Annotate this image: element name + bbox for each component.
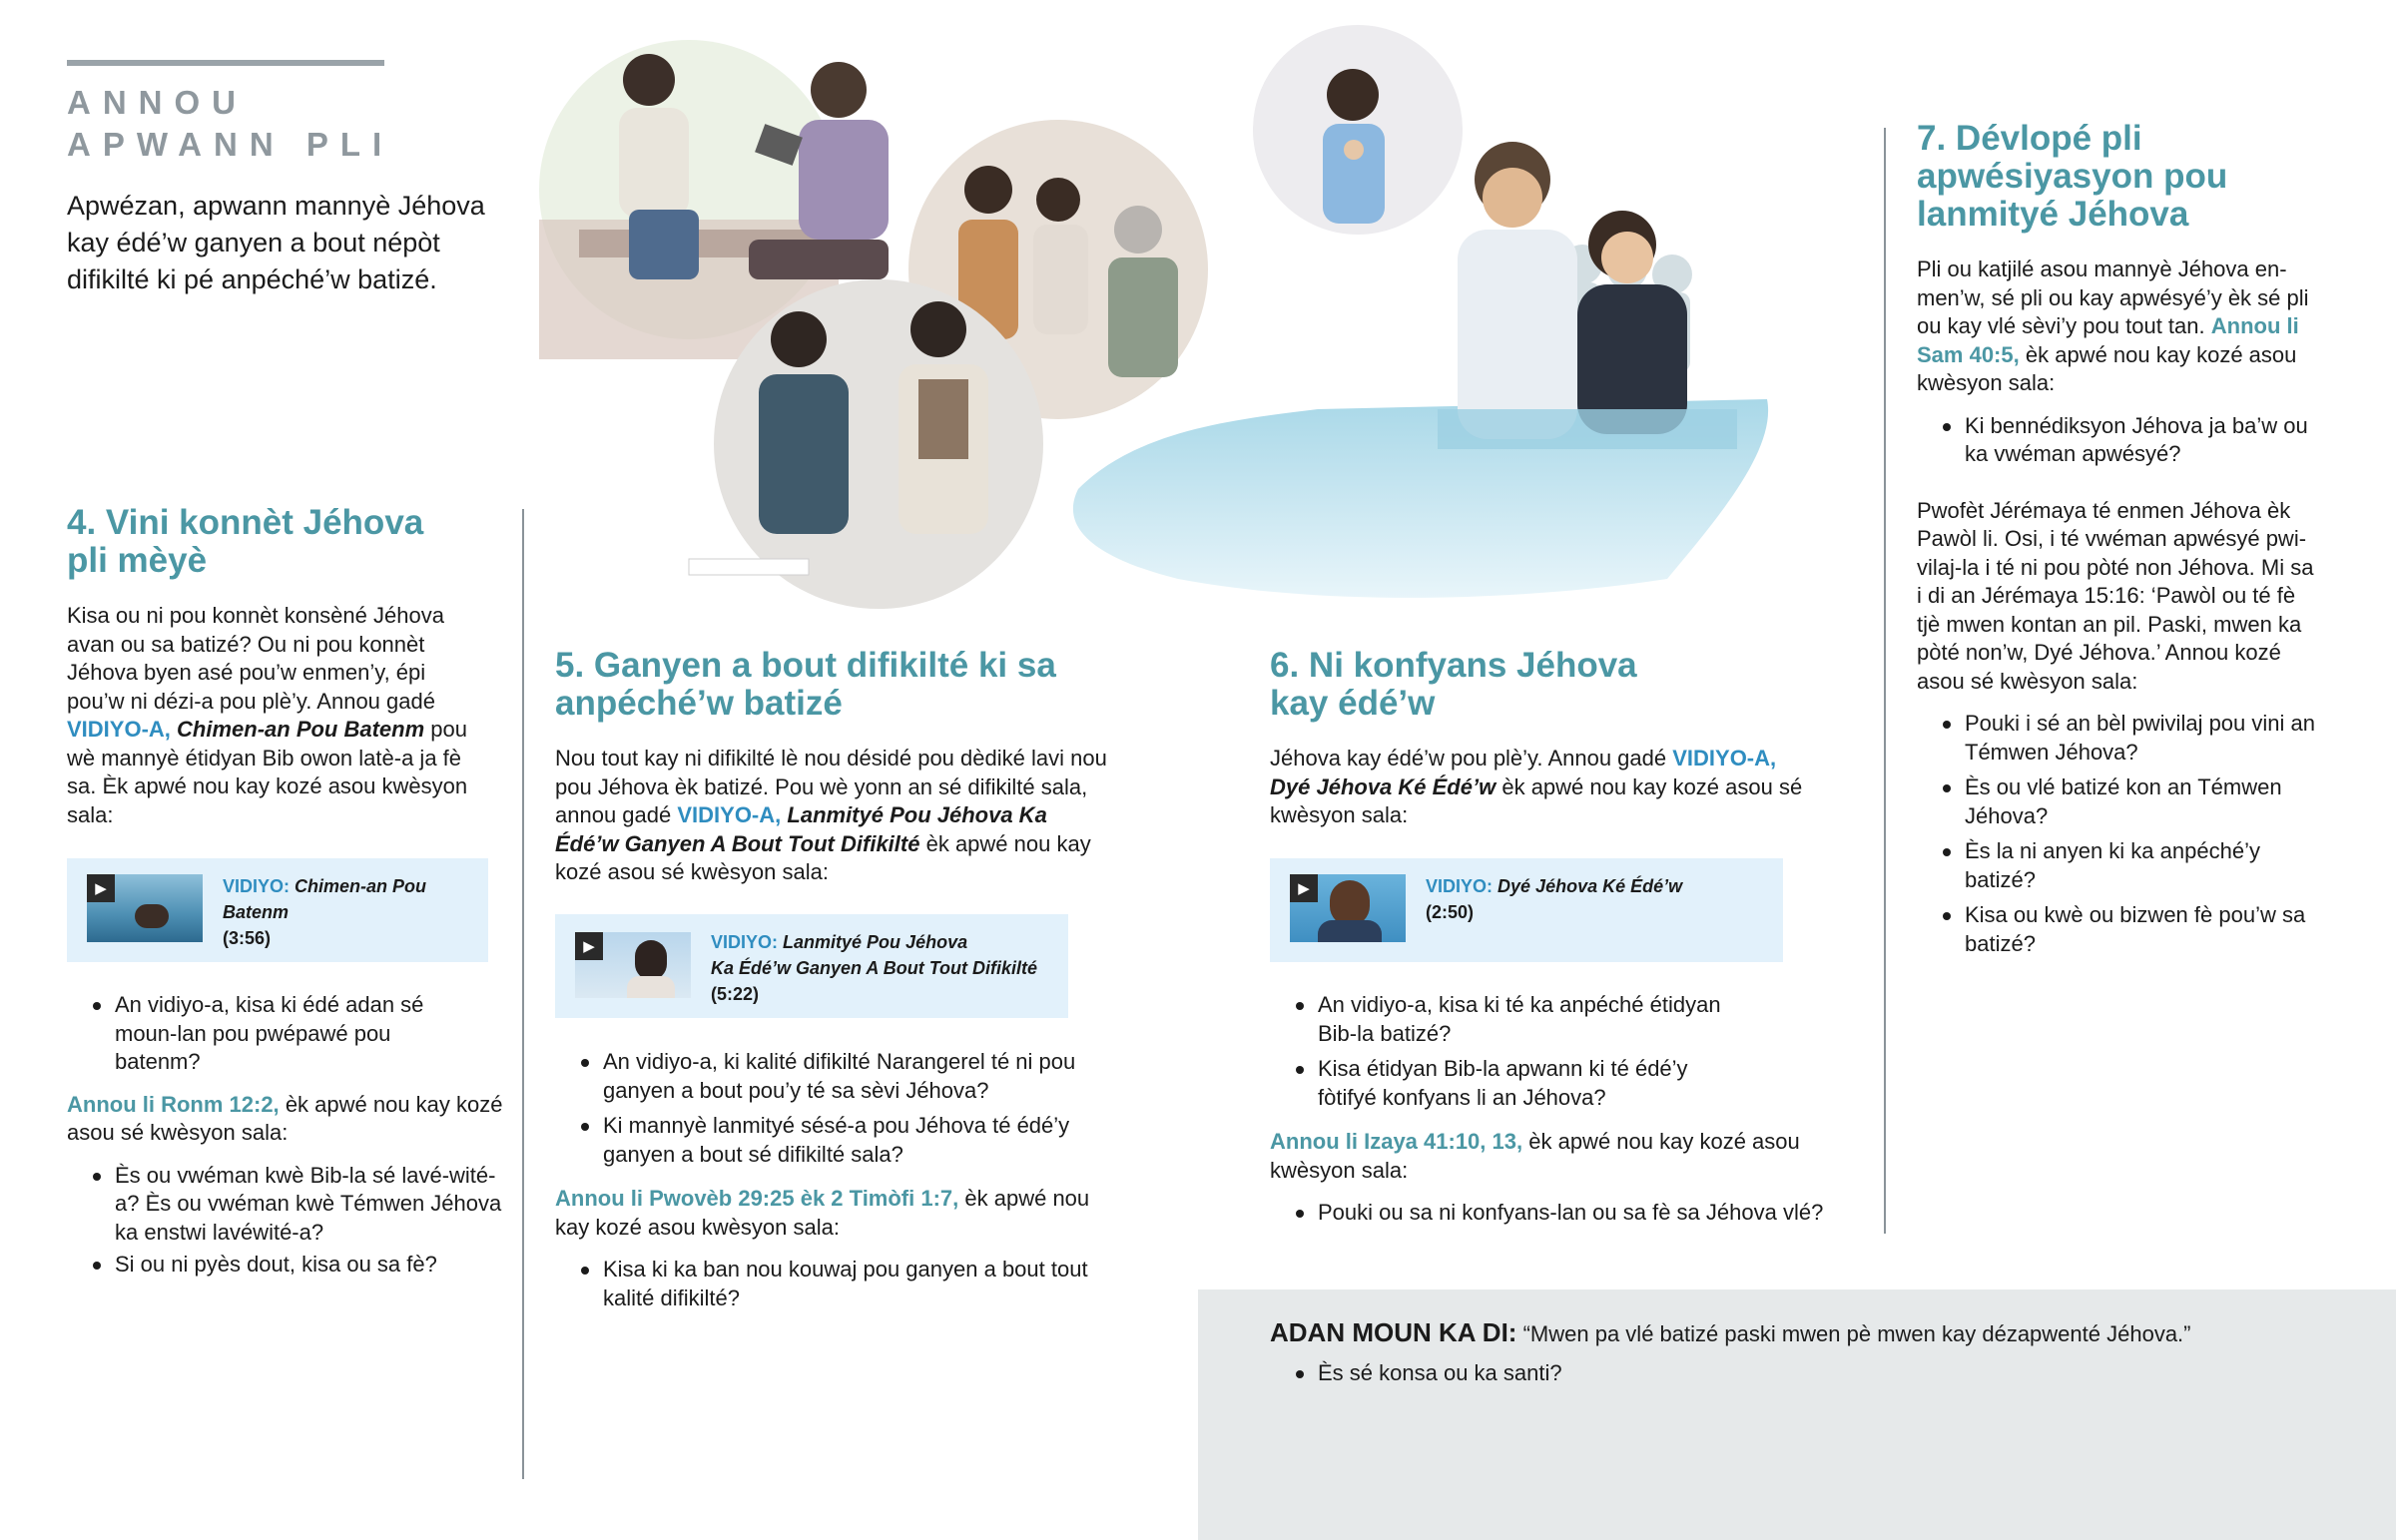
section-4-title-line-2: pli mèyè — [67, 541, 208, 580]
video-duration: (5:22) — [711, 984, 760, 1004]
quote-line — [1270, 1317, 2348, 1349]
section-4-questions — [67, 991, 506, 1280]
scripture-instruction — [67, 1091, 506, 1148]
video-reference[interactable]: VIDIYO-A, — [67, 717, 171, 742]
section-6-title-line-2: kay édé’w — [1270, 684, 1436, 723]
thumbnail-figure-body — [627, 976, 675, 998]
section-5-text-a: Nou tout kay ni difikilté lè nou désidé pou dèdiké lavi nou pou Jéhova èk batizé. Pou wè yonn an sé difikilté sala, annou gadé — [555, 746, 1107, 827]
video-duration: (3:56) — [223, 928, 272, 948]
question-item: Ki mannyè lanmityé sésé-a pou Jéhova té édé’y ganyen a bout sé difikilté sala? — [555, 1112, 1094, 1169]
video-label: VIDIYO: — [1426, 876, 1494, 896]
kicker-line-2: APWANN PLI — [67, 126, 394, 163]
section-5-questions — [555, 1048, 1094, 1312]
thumbnail-figure — [135, 904, 169, 928]
illustration — [539, 20, 1777, 619]
section-5-text-b: èk apwé nou kay kozé asou sé kwèsyon sala: — [555, 830, 1091, 884]
section-7-paragraph-b: Pwofèt Jérémaya té enmen Jéhova èk Pawòl li. Osi, i té vwéman apwésyé pwi-vilaj-la i té ni pou pòté non Jéhova. Mi sa i di an Jérémaya 15:16: ‘Pawòl ou té fè tjè mwen kontan an pil. Paski, mwen ka pòté non’w, Dyé Jéhova.’ Annou kozé asou sé kwèsyon sala: — [1917, 497, 2314, 694]
scene-prayer-circle — [1253, 25, 1463, 235]
section-5-paragraph — [555, 745, 1114, 887]
section-7-title — [1917, 120, 2321, 234]
section-5-title-line-1: 5. Ganyen a bout difikilté ki sa — [555, 646, 1056, 685]
kicker-line-1: ANNOU — [67, 84, 248, 121]
section-4-text-b: pou wè mannyè étidyan Bib owon latè-a ja fè sa. Èk apwé nou kay kozé asou kwèsyon sala: — [67, 717, 468, 827]
quote-box — [1270, 1317, 2348, 1388]
section-7-paragraph-a — [1917, 256, 2321, 398]
question-item: Kisa étidyan Bib-la apwann ki té édé’y fòtifyé konfyans li an Jéhova? — [1270, 1055, 1849, 1112]
column-divider — [522, 509, 524, 1479]
video-label: VIDIYO: — [223, 876, 291, 896]
video-reference[interactable]: VIDIYO-A, — [1672, 746, 1777, 770]
question-item: Ki bennédiksyon Jéhova ja ba’w ou ka vwéman apwésyé? — [1917, 412, 2321, 469]
section-4-title-line-1: 4. Vini konnèt Jéhova — [67, 503, 424, 542]
video-reference-title: Chimen-an Pou Batenm — [177, 717, 425, 742]
section-6-questions — [1270, 991, 1849, 1228]
section-4-title — [67, 504, 486, 580]
section-7-title-line-2: apwésiyasyon pou — [1917, 157, 2228, 196]
section-4-paragraph — [67, 602, 486, 829]
section-7 — [1917, 120, 2321, 958]
section-6-text-b: èk apwé nou kay kozé asou sé kwèsyon sala: — [1270, 773, 1803, 827]
section-6 — [1270, 647, 1809, 830]
question-item: Si ou ni pyès dout, kisa ou sa fè? — [67, 1251, 506, 1280]
question-item: Pouki i sé an bèl pwivilaj pou vini an Témwen Jéhova? — [1917, 710, 2321, 767]
thumbnail-figure-body — [1318, 920, 1382, 942]
scripture-reference[interactable]: Annou li Sam 40:5, — [1917, 313, 2299, 367]
intro-text: Apwézan, apwann mannyè Jéhova kay édé’w ganyen a bout népòt difikilté ki pé anpéché’w batizé. — [67, 191, 485, 294]
section-5-title — [555, 647, 1114, 723]
scripture-instruction-text: èk apwé nou kay kozé asou sé kwèsyon sala: — [67, 1091, 503, 1145]
scripture-reference[interactable]: Annou li Ronm 12:2, — [67, 1091, 280, 1117]
section-4 — [67, 504, 486, 829]
section-6-title-line-1: 6. Ni konfyans Jéhova — [1270, 646, 1637, 685]
video-card[interactable] — [1270, 858, 1783, 962]
scripture-reference[interactable]: Annou li Pwovèb 29:25 èk 2 Timòfi 1:7, — [555, 1186, 959, 1211]
section-6-paragraph — [1270, 745, 1809, 830]
question-item: Kisa ki ka ban nou kouwaj pou ganyen a bout tout kalité difikilté? — [555, 1256, 1094, 1312]
illustration-group — [539, 20, 1777, 619]
section-7-title-line-1: 7. Dévlopé pli — [1917, 119, 2142, 158]
scripture-instruction — [1270, 1128, 1849, 1185]
section-5-title-line-2: anpéché’w batizé — [555, 684, 843, 723]
section-7-title-line-3: lanmityé Jéhova — [1917, 195, 2189, 234]
video-info — [1426, 873, 1682, 925]
play-icon[interactable]: ▶ — [1290, 874, 1318, 902]
question-item: Kisa ou kwè ou bizwen fè pou’w sa batizé? — [1917, 901, 2321, 958]
scripture-instruction-text: èk apwé nou kay kozé asou kwèsyon sala: — [1270, 1129, 1800, 1183]
section-7-text-a: Pli ou katjilé asou mannyè Jéhova en-men’w, sé pli ou kay apwésyé’y èk sé pli ou kay vlé sèvi’y pou tout tan. — [1917, 257, 2309, 338]
video-info — [711, 929, 1037, 1007]
section-6-text-a: Jéhova kay édé’w pou plè’y. Annou gadé — [1270, 746, 1667, 770]
video-title[interactable]: Dyé Jéhova Ké Édé’w — [1498, 876, 1683, 896]
quote-label: ADAN MOUN KA DI: — [1270, 1317, 1517, 1347]
video-thumbnail[interactable] — [575, 932, 691, 998]
section-6-title — [1270, 647, 1809, 723]
video-reference[interactable]: VIDIYO-A, — [677, 802, 782, 827]
thumbnail-figure — [635, 940, 667, 980]
kicker — [67, 82, 393, 166]
scripture-instruction — [555, 1185, 1094, 1242]
video-reference-title: Lanmityé Pou Jéhova Ka Édé’w Ganyen A Bout Tout Difikilté — [555, 802, 1047, 856]
section-5 — [555, 647, 1114, 887]
question-item: Ès sé konsa ou ka santi? — [1270, 1359, 2348, 1388]
top-rule — [67, 60, 384, 66]
question-item: Ès ou vwéman kwè Bib-la sé lavé-wité-a? Ès ou vwéman kwè Témwen Jéhova ka enstwi lavéwité-a? — [67, 1162, 506, 1248]
video-info — [223, 873, 488, 951]
question-item: An vidiyo-a, kisa ki édé adan sé moun-lan pou pwépawé pou batenm? — [67, 991, 506, 1077]
video-thumbnail[interactable] — [87, 874, 203, 942]
scripture-instruction-text: èk apwé nou kay kozé asou kwèsyon sala: — [555, 1186, 1090, 1240]
quote-text: “Mwen pa vlé batizé paski mwen pè mwen kay dézapwenté Jéhova.” — [1522, 1321, 2191, 1346]
video-label: VIDIYO: — [711, 932, 779, 952]
question-item: An vidiyo-a, ki kalité difikilté Narangerel té ni pou ganyen a bout pou’y té sa sèvi Jéhova? — [555, 1048, 1094, 1105]
question-item: Pouki ou sa ni konfyans-lan ou sa fè sa Jéhova vlé? — [1270, 1199, 1849, 1228]
scripture-reference[interactable]: Annou li Izaya 41:10, 13, — [1270, 1129, 1523, 1154]
video-thumbnail[interactable] — [1290, 874, 1406, 942]
video-title-line-1[interactable]: Lanmityé Pou Jéhova — [783, 932, 968, 952]
play-icon[interactable]: ▶ — [575, 932, 603, 960]
video-title[interactable]: Chimen-an Pou Batenm — [223, 876, 427, 922]
section-4-text-a: Kisa ou ni pou konnèt konsèné Jéhova avan ou sa batizé? Ou ni pou konnèt Jéhova byen asé pou’w enmen’y, épi pou’w ni dézi-a pou plè’y. Annou gadé — [67, 603, 444, 714]
question-item: Ès ou vlé batizé kon an Témwen Jéhova? — [1917, 773, 2321, 830]
video-reference-title: Dyé Jéhova Ké Édé’w — [1270, 773, 1497, 799]
scripture-instruction-text: èk apwé nou kay kozé asou kwèsyon sala: — [1917, 341, 2297, 395]
play-icon[interactable]: ▶ — [87, 874, 115, 902]
question-item: An vidiyo-a, kisa ki té ka anpéché étidyan Bib-la batizé? — [1270, 991, 1849, 1048]
video-title-line-2[interactable]: Ka Édé’w Ganyen A Bout Tout Difikilté — [711, 958, 1038, 978]
video-card[interactable] — [67, 858, 488, 962]
video-card[interactable] — [555, 914, 1068, 1018]
question-item: Ès la ni anyen ki ka anpéché’y batizé? — [1917, 837, 2321, 894]
column-divider — [1884, 128, 1886, 1234]
video-duration: (2:50) — [1426, 902, 1475, 922]
